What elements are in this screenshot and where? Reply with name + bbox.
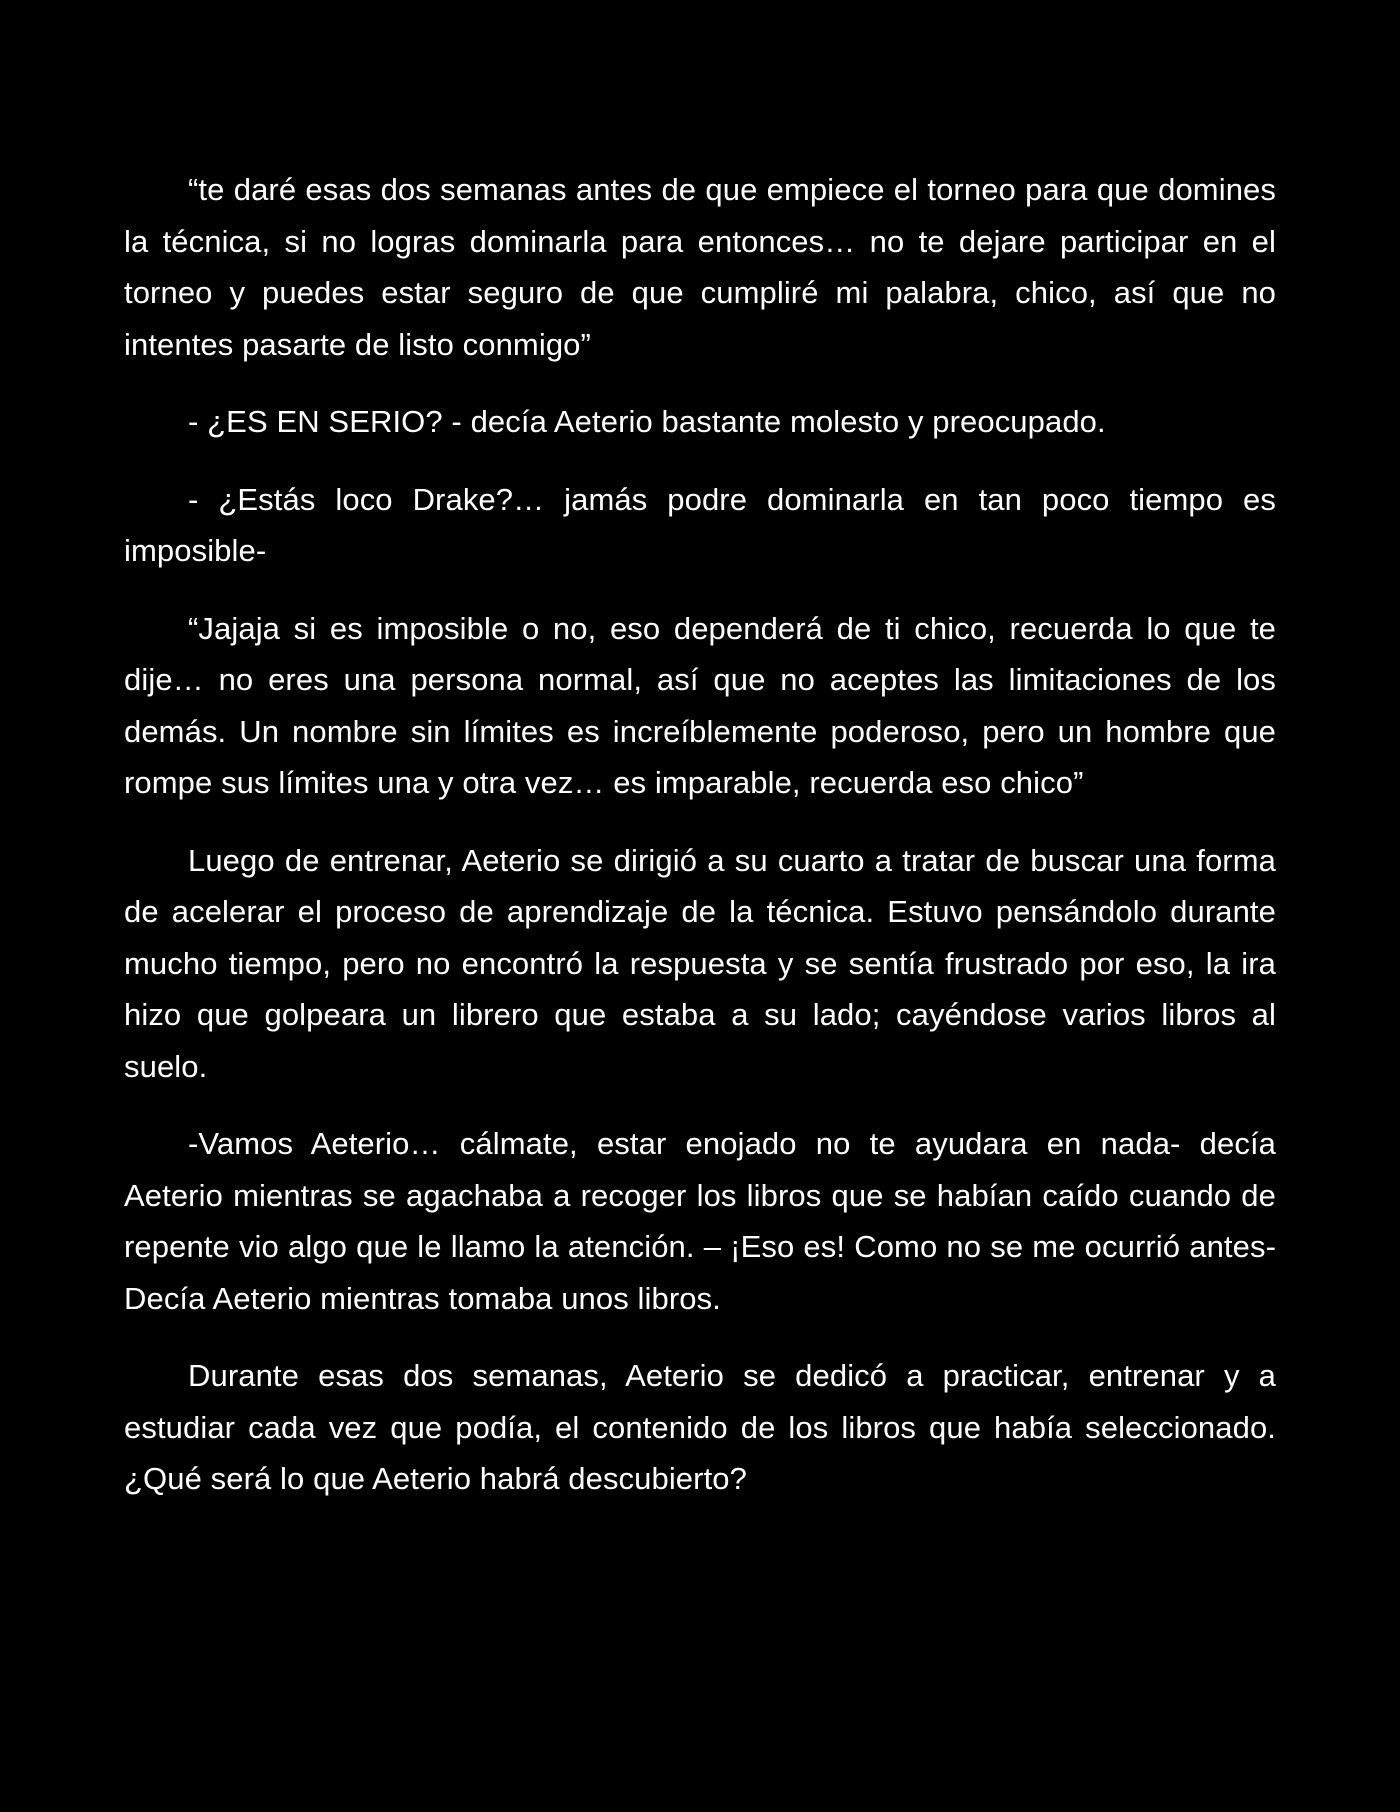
paragraph-vamos-aeterio: -Vamos Aeterio… cálmate, estar enojado no te ayudara en nada- decía Aeterio mientras se agachaba a recoger los libros que se habían caído cuando de repente vio algo que le llamo la atención. – ¡Eso es! Como no se me ocurrió antes- Decía Aeterio mientras tomaba unos libros.: [124, 1126, 1276, 1316]
document-text: [124, 164, 1276, 1505]
paragraph-durante-esas-semanas: Durante esas dos semanas, Aeterio se dedicó a practicar, entrenar y a estudiar cada vez que podía, el contenido de los libros que había seleccionado. ¿Qué será lo que Aeterio habrá descubierto?: [124, 1358, 1276, 1496]
paragraph-luego-de-entrenar: Luego de entrenar, Aeterio se dirigió a su cuarto a tratar de buscar una forma de acelerar el proceso de aprendizaje de la técnica. Estuvo pensándolo durante mucho tiempo, pero no encontró la respuesta y se sentía frustrado por eso, la ira hizo que golpeara un librero que estaba a su lado; cayéndose varios libros al suelo.: [124, 842, 1276, 1084]
paragraph-es-en-serio: - ¿ES EN SERIO? - decía Aeterio bastante molesto y preocupado.: [188, 404, 1106, 439]
paragraph-drake-ultimatum: “te daré esas dos semanas antes de que empiece el torneo para que domines la técnica, si no logras dominarla para entonces… no te dejare participar en el torneo y puedes estar seguro de que cumpliré mi palabra, chico, así que no intentes pasarte de listo conmigo”: [124, 172, 1276, 362]
paragraph-jajaja: “Jajaja si es imposible o no, eso dependerá de ti chico, recuerda lo que te dije… no eres una persona normal, así que no aceptes las limitaciones de los demás. Un nombre sin límites es increíblemente poderoso, pero un hombre que rompe sus límites una y otra vez… es imparable, recuerda eso chico”: [124, 610, 1276, 800]
paragraph-estas-loco: - ¿Estás loco Drake?… jamás podre dominarla en tan poco tiempo es imposible-: [124, 481, 1276, 568]
